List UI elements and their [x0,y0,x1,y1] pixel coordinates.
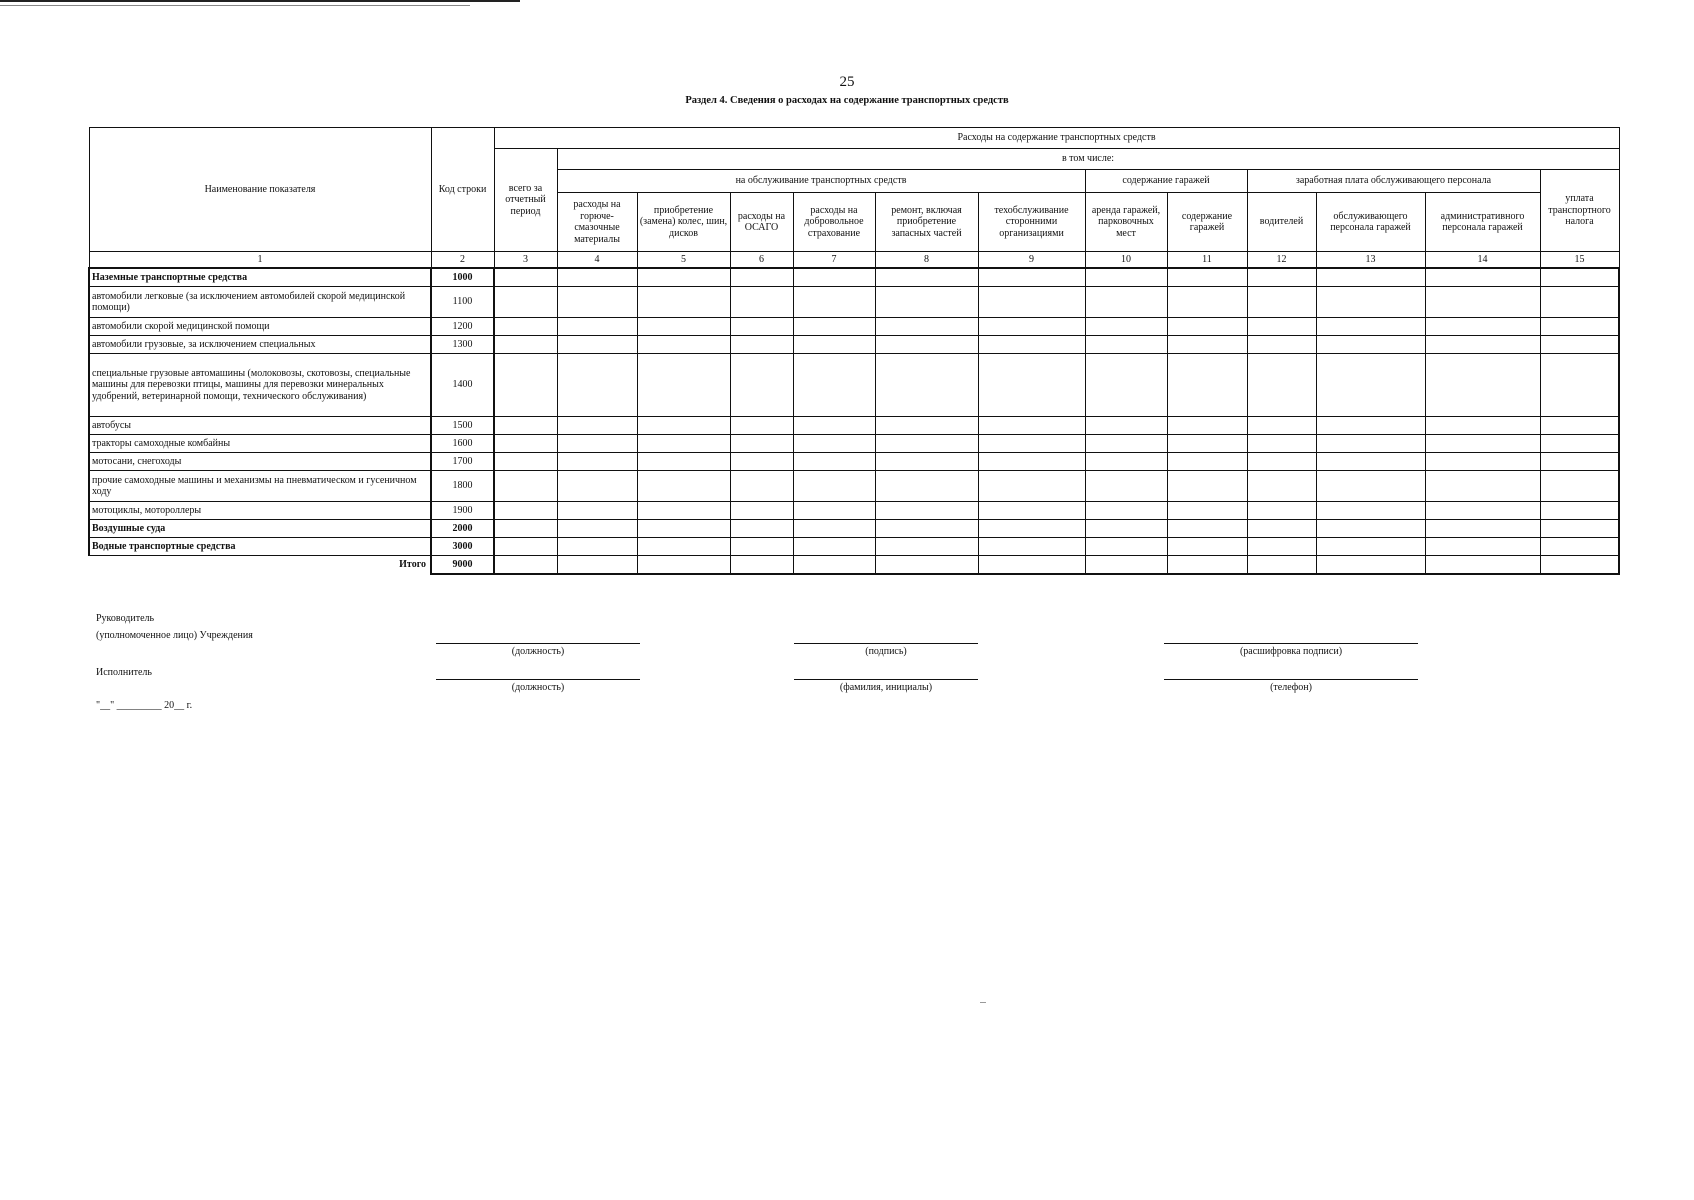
col-num: 1 [89,252,431,269]
data-cell[interactable] [1167,336,1247,354]
table-row [89,435,1619,453]
position-line-2[interactable] [436,679,640,680]
data-cell[interactable] [1247,435,1316,453]
data-cell[interactable] [494,354,557,417]
col-num: 6 [730,252,793,269]
data-cell[interactable] [978,417,1085,435]
data-cell[interactable] [793,287,875,318]
data-cell[interactable] [1167,556,1247,575]
data-cell[interactable] [1316,287,1425,318]
data-cell[interactable] [557,287,637,318]
data-cell[interactable] [978,453,1085,471]
data-cell[interactable] [730,520,793,538]
signature-caption: (подпись) [865,646,907,657]
data-cell[interactable] [557,502,637,520]
data-cell[interactable] [793,471,875,502]
data-cell[interactable] [1167,417,1247,435]
row-code: 1200 [431,318,494,336]
data-cell[interactable] [730,556,793,575]
data-cell[interactable] [494,538,557,556]
data-cell[interactable] [494,520,557,538]
table-row [89,336,1619,354]
data-cell[interactable] [793,336,875,354]
table-row [89,417,1619,435]
data-cell[interactable] [557,453,637,471]
data-cell[interactable] [1085,556,1167,575]
data-cell[interactable] [1425,287,1540,318]
header-expenses: Расходы на содержание транспортных средств [494,128,1619,149]
data-cell[interactable] [557,556,637,575]
data-cell[interactable] [494,318,557,336]
table-body [89,268,1619,556]
data-cell[interactable] [1316,417,1425,435]
data-cell[interactable] [1540,268,1619,287]
data-cell[interactable] [730,471,793,502]
col-num: 15 [1540,252,1619,269]
data-cell[interactable] [1425,417,1540,435]
data-cell[interactable] [875,287,978,318]
header-c9: техобслуживание сторонними организациями [978,193,1085,252]
data-cell[interactable] [1540,336,1619,354]
data-cell[interactable] [1247,287,1316,318]
position-line-1[interactable] [436,643,640,644]
data-cell[interactable] [1085,417,1167,435]
header-tax: уплата транспортного налога [1540,170,1619,252]
data-cell[interactable] [730,538,793,556]
data-cell[interactable] [978,354,1085,417]
data-cell[interactable] [1425,471,1540,502]
data-cell[interactable] [730,336,793,354]
head-label: Руководитель [96,613,155,624]
expenses-table [88,127,1620,575]
position-caption-2: (должность) [511,682,565,693]
data-cell[interactable] [494,453,557,471]
data-cell[interactable] [1425,502,1540,520]
data-cell[interactable] [1540,435,1619,453]
data-cell[interactable] [978,435,1085,453]
row-code: 1400 [431,354,494,417]
data-cell[interactable] [1085,502,1167,520]
col-num: 5 [637,252,730,269]
data-cell[interactable] [1540,318,1619,336]
column-numbers-row [89,252,1619,269]
data-cell[interactable] [730,435,793,453]
table-row [89,318,1619,336]
row-name: автомобили грузовые, за исключением специальных [89,336,431,354]
data-cell[interactable] [978,471,1085,502]
data-cell[interactable] [557,471,637,502]
header-garage-group: содержание гаражей [1085,170,1247,193]
row-name: мотоциклы, мотороллеры [89,502,431,520]
row-code: 2000 [431,520,494,538]
col-num: 4 [557,252,637,269]
data-cell[interactable] [1316,471,1425,502]
data-cell[interactable] [1167,502,1247,520]
data-cell[interactable] [1316,268,1425,287]
row-code: 1300 [431,336,494,354]
data-cell[interactable] [978,520,1085,538]
header-total-period: всего за отчетный период [494,149,557,252]
data-cell[interactable] [875,417,978,435]
data-cell[interactable] [1425,318,1540,336]
data-cell[interactable] [875,453,978,471]
data-cell[interactable] [494,502,557,520]
data-cell[interactable] [1425,538,1540,556]
data-cell[interactable] [1247,417,1316,435]
table-row [89,502,1619,520]
data-cell[interactable] [1247,502,1316,520]
table-row [89,268,1619,287]
data-cell[interactable] [557,318,637,336]
data-cell[interactable] [1540,417,1619,435]
data-cell[interactable] [1540,520,1619,538]
row-code: 1000 [431,268,494,287]
data-cell[interactable] [557,435,637,453]
scan-artifact [980,1002,986,1003]
data-cell[interactable] [1167,520,1247,538]
header-c13: обслуживающего персонала гаражей [1316,193,1425,252]
data-cell[interactable] [793,538,875,556]
data-cell[interactable] [637,336,730,354]
data-cell[interactable] [1316,556,1425,575]
data-cell[interactable] [637,287,730,318]
total-label: Итого [89,556,431,575]
data-cell[interactable] [1425,453,1540,471]
header-code: Код строки [431,128,494,252]
data-cell[interactable] [637,268,730,287]
data-cell[interactable] [875,556,978,575]
data-cell[interactable] [793,417,875,435]
table-row [89,354,1619,417]
data-cell[interactable] [1540,471,1619,502]
head-label-2: (уполномоченное лицо) Учреждения [96,630,253,641]
data-cell[interactable] [1247,336,1316,354]
data-cell[interactable] [557,354,637,417]
date-line[interactable]: "__" _________ 20__ г. [96,700,193,711]
col-num: 14 [1425,252,1540,269]
header-c14: административного персонала гаражей [1425,193,1540,252]
data-cell[interactable] [730,318,793,336]
data-cell[interactable] [557,520,637,538]
data-cell[interactable] [1316,318,1425,336]
data-cell[interactable] [1085,453,1167,471]
data-cell[interactable] [1425,336,1540,354]
data-cell[interactable] [494,435,557,453]
data-cell[interactable] [1167,435,1247,453]
page-number: 25 [839,74,855,90]
table-row [89,538,1619,556]
header-c8: ремонт, включая приобретение запасных частей [875,193,978,252]
col-num: 11 [1167,252,1247,269]
data-cell[interactable] [875,502,978,520]
data-cell[interactable] [1247,471,1316,502]
decoding-caption: (расшифровка подписи) [1239,646,1343,657]
data-cell[interactable] [1247,268,1316,287]
data-cell[interactable] [494,417,557,435]
header-c5: приобретение (замена) колес, шин, дисков [637,193,730,252]
data-cell[interactable] [1540,354,1619,417]
data-cell[interactable] [1540,556,1619,575]
data-cell[interactable] [557,538,637,556]
header-including: в том числе: [557,149,1619,170]
data-cell[interactable] [978,336,1085,354]
data-cell[interactable] [875,538,978,556]
data-cell[interactable] [637,318,730,336]
total-row [89,556,1619,575]
data-cell[interactable] [1247,538,1316,556]
data-cell[interactable] [1085,354,1167,417]
row-code: 1500 [431,417,494,435]
executor-label: Исполнитель [96,667,152,678]
data-cell[interactable] [494,268,557,287]
data-cell[interactable] [557,417,637,435]
scan-top-border [0,0,520,2]
data-cell[interactable] [793,453,875,471]
col-num: 7 [793,252,875,269]
data-cell[interactable] [1167,268,1247,287]
row-name: автомобили скорой медицинской помощи [89,318,431,336]
data-cell[interactable] [1540,287,1619,318]
data-cell[interactable] [637,453,730,471]
row-code: 3000 [431,538,494,556]
data-cell[interactable] [1316,538,1425,556]
data-cell[interactable] [978,502,1085,520]
data-cell[interactable] [1085,538,1167,556]
data-cell[interactable] [978,556,1085,575]
data-cell[interactable] [1167,354,1247,417]
data-cell[interactable] [1247,453,1316,471]
data-cell[interactable] [1085,268,1167,287]
data-cell[interactable] [494,471,557,502]
name-caption: (фамилия, инициалы) [839,682,933,693]
row-code: 1700 [431,453,494,471]
data-cell[interactable] [978,268,1085,287]
data-cell[interactable] [637,556,730,575]
section-title: Раздел 4. Сведения о расходах на содержание транспортных средств [685,95,1009,106]
header-c7: расходы на добровольное страхование [793,193,875,252]
name-line[interactable] [794,679,978,680]
data-cell[interactable] [875,336,978,354]
data-cell[interactable] [1316,520,1425,538]
col-num: 3 [494,252,557,269]
data-cell[interactable] [730,453,793,471]
data-cell[interactable] [793,556,875,575]
data-cell[interactable] [730,354,793,417]
col-num: 8 [875,252,978,269]
data-cell[interactable] [793,318,875,336]
data-cell[interactable] [494,287,557,318]
row-name: специальные грузовые автомашины (молоковозы, скотовозы, специальные машины для перевозки птицы, машины для перевозки минеральных удобрений, ветеринарной помощи, технического обслуживания) [89,354,431,417]
row-name: прочие самоходные машины и механизмы на пневматическом и гусеничном ходу [89,471,431,502]
position-caption-1: (должность) [511,646,565,657]
data-cell[interactable] [1085,435,1167,453]
data-cell[interactable] [1316,435,1425,453]
data-cell[interactable] [637,520,730,538]
data-cell[interactable] [637,471,730,502]
data-cell[interactable] [1247,354,1316,417]
data-cell[interactable] [875,471,978,502]
data-cell[interactable] [1425,354,1540,417]
data-cell[interactable] [1085,318,1167,336]
decoding-line[interactable] [1164,643,1418,644]
table-row [89,453,1619,471]
data-cell[interactable] [637,417,730,435]
data-cell[interactable] [793,435,875,453]
data-cell[interactable] [637,502,730,520]
data-cell[interactable] [1425,268,1540,287]
data-cell[interactable] [1167,471,1247,502]
data-cell[interactable] [1247,318,1316,336]
data-cell[interactable] [1085,287,1167,318]
data-cell[interactable] [875,318,978,336]
data-cell[interactable] [875,520,978,538]
data-cell[interactable] [875,354,978,417]
header-c10: аренда гаражей, парковочных мест [1085,193,1167,252]
col-num: 13 [1316,252,1425,269]
row-name: Наземные транспортные средства [89,268,431,287]
header-service-group: на обслуживание транспортных средств [557,170,1085,193]
total-code: 9000 [431,556,494,575]
data-cell[interactable] [637,354,730,417]
data-cell[interactable] [978,538,1085,556]
row-name: Водные транспортные средства [89,538,431,556]
data-cell[interactable] [1425,520,1540,538]
table-row [89,520,1619,538]
data-cell[interactable] [494,556,557,575]
table-row [89,287,1619,318]
phone-line[interactable] [1164,679,1418,680]
data-cell[interactable] [875,435,978,453]
data-cell[interactable] [1425,556,1540,575]
data-cell[interactable] [1247,556,1316,575]
data-cell[interactable] [978,318,1085,336]
data-cell[interactable] [1085,520,1167,538]
header-name: Наименование показателя [89,128,431,252]
scan-top-border-faint [0,5,470,6]
data-cell[interactable] [793,520,875,538]
data-cell[interactable] [1316,354,1425,417]
data-cell[interactable] [730,417,793,435]
data-cell[interactable] [1167,318,1247,336]
signature-line[interactable] [794,643,978,644]
col-num: 10 [1085,252,1167,269]
row-name: автомобили легковые (за исключением автомобилей скорой медицинской помощи) [89,287,431,318]
data-cell[interactable] [1316,502,1425,520]
data-cell[interactable] [1540,538,1619,556]
data-cell[interactable] [1540,502,1619,520]
data-cell[interactable] [875,268,978,287]
header-c6: расходы на ОСАГО [730,193,793,252]
row-name: мотосани, снегоходы [89,453,431,471]
data-cell[interactable] [730,502,793,520]
data-cell[interactable] [1167,538,1247,556]
row-code: 1100 [431,287,494,318]
data-cell[interactable] [1425,435,1540,453]
data-cell[interactable] [557,336,637,354]
row-code: 1900 [431,502,494,520]
row-name: тракторы самоходные комбайны [89,435,431,453]
data-cell[interactable] [1316,453,1425,471]
row-code: 1800 [431,471,494,502]
data-cell[interactable] [1247,520,1316,538]
data-cell[interactable] [793,268,875,287]
data-cell[interactable] [1167,287,1247,318]
phone-caption: (телефон) [1270,682,1312,693]
data-cell[interactable] [637,435,730,453]
data-cell[interactable] [557,268,637,287]
data-cell[interactable] [494,336,557,354]
header-row-1 [89,128,1619,149]
row-name: Воздушные суда [89,520,431,538]
data-cell[interactable] [978,287,1085,318]
col-num: 2 [431,252,494,269]
data-cell[interactable] [1167,453,1247,471]
data-cell[interactable] [793,354,875,417]
header-c12: водителей [1247,193,1316,252]
data-cell[interactable] [1085,471,1167,502]
data-cell[interactable] [730,268,793,287]
col-num: 12 [1247,252,1316,269]
header-c4: расходы на горюче-смазочные материалы [557,193,637,252]
row-name: автобусы [89,417,431,435]
data-cell[interactable] [730,287,793,318]
data-cell[interactable] [637,538,730,556]
data-cell[interactable] [1085,336,1167,354]
data-cell[interactable] [1540,453,1619,471]
row-code: 1600 [431,435,494,453]
data-cell[interactable] [793,502,875,520]
col-num: 9 [978,252,1085,269]
header-c11: содержание гаражей [1167,193,1247,252]
data-cell[interactable] [1316,336,1425,354]
header-salary-group: заработная плата обслуживающего персонала [1247,170,1540,193]
table-row [89,471,1619,502]
